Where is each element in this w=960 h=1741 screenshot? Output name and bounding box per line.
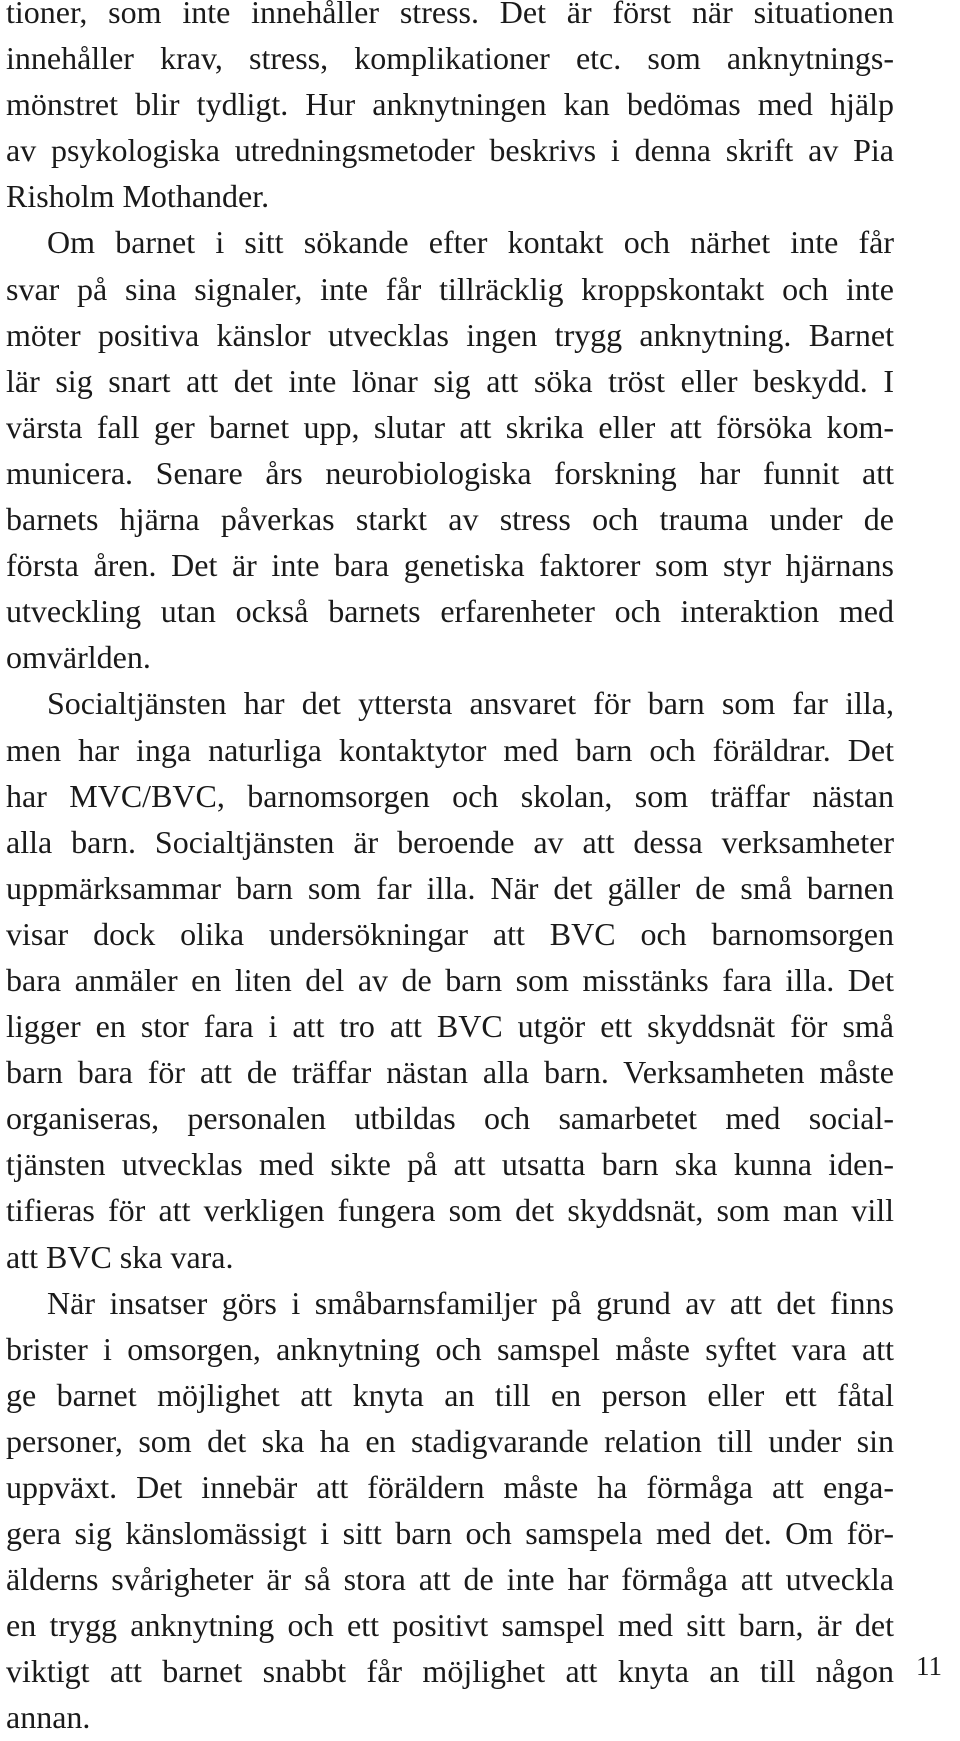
text-line: omvärlden. (6, 639, 151, 676)
text-line: men har inga naturliga kontaktytor med barn och föräldrar. Det (6, 731, 894, 768)
paragraph-2 (6, 219, 894, 680)
text-line: uppväxt. Det innebär att föräldern måste ha förmåga att enga- (6, 1469, 894, 1505)
text-line: ligger en stor fara i att tro att BVC utgör ett skyddsnät för små (6, 1008, 894, 1045)
text-line: har MVC/BVC, barnomsorgen och skolan, som träffar nästan (6, 777, 894, 814)
text-line: tjänsten utvecklas med sikte på att utsatta barn ska kunna iden- (6, 1146, 894, 1183)
text-line: barn bara för att de träffar nästan alla barn. Verksamheten måste (6, 1054, 894, 1091)
text-line: När insatser görs i småbarnsfamiljer på grund av att det finns (47, 1284, 894, 1321)
paragraph-4 (6, 1280, 894, 1741)
text-line: älderns svårigheter är så stora att de inte har förmåga att utveckla (6, 1561, 894, 1598)
paragraph-1 (6, 0, 894, 219)
text-line: annan. (6, 1699, 91, 1736)
text-line: municera. Senare års neurobiologiska forskning har funnit att (6, 454, 894, 491)
text-line: första åren. Det är inte bara genetiska faktorer som styr hjärnans (6, 547, 894, 584)
page-number: 11 (916, 1651, 942, 1681)
text-line: en trygg anknytning och ett positivt samspel med sitt barn, är det (6, 1607, 894, 1644)
text-line: att BVC ska vara. (6, 1238, 234, 1275)
text-line: viktigt att barnet snabbt får möjlighet att knyta an till någon (6, 1653, 894, 1690)
text-line: ge barnet möjlighet att knyta an till en person eller ett fåtal (6, 1376, 894, 1413)
text-line: Om barnet i sitt sökande efter kontakt och närhet inte får (47, 224, 894, 261)
text-line: tioner, som inte innehåller stress. Det är först när situationen (6, 0, 894, 30)
paragraph-3 (6, 680, 894, 1279)
document-page (6, 0, 894, 1741)
text-line: svar på sina signaler, inte får tillräcklig kroppskontakt och inte (6, 270, 894, 307)
text-line: mönstret blir tydligt. Hur anknytningen kan bedömas med hjälp (6, 86, 894, 123)
text-line: brister i omsorgen, anknytning och samspel måste syftet vara att (6, 1330, 894, 1367)
text-line: Socialtjänsten har det yttersta ansvaret för barn som far illa, (47, 685, 894, 722)
text-line: utveckling utan också barnets erfarenheter och interaktion med (6, 593, 894, 630)
text-line: bara anmäler en liten del av de barn som misstänks fara illa. Det (6, 961, 894, 998)
text-line: tifieras för att verkligen fungera som det skyddsnät, som man vill (6, 1192, 894, 1229)
text-line: uppmärksammar barn som far illa. När det gäller de små barnen (6, 869, 894, 906)
text-line: alla barn. Socialtjänsten är beroende av att dessa verksamheter (6, 823, 894, 860)
text-line: barnets hjärna påverkas starkt av stress och trauma under de (6, 501, 894, 538)
text-line: värsta fall ger barnet upp, slutar att skrika eller att försöka kom- (6, 408, 894, 445)
text-line: visar dock olika undersökningar att BVC och barnomsorgen (6, 915, 894, 952)
text-line: möter positiva känslor utvecklas ingen trygg anknytning. Barnet (6, 316, 894, 353)
text-line: av psykologiska utredningsmetoder beskrivs i denna skrift av Pia (6, 132, 894, 169)
text-line: innehåller krav, stress, komplikationer etc. som anknytnings- (6, 40, 894, 77)
text-line: gera sig känslomässigt i sitt barn och samspela med det. Om för- (6, 1515, 894, 1552)
text-line: personer, som det ska ha en stadigvarande relation till under sin (6, 1422, 894, 1459)
text-line: organiseras, personalen utbildas och samarbetet med social- (6, 1100, 894, 1137)
text-line: lär sig snart att det inte lönar sig att söka tröst eller beskydd. I (6, 362, 894, 399)
text-line: Risholm Mothander. (6, 178, 270, 215)
